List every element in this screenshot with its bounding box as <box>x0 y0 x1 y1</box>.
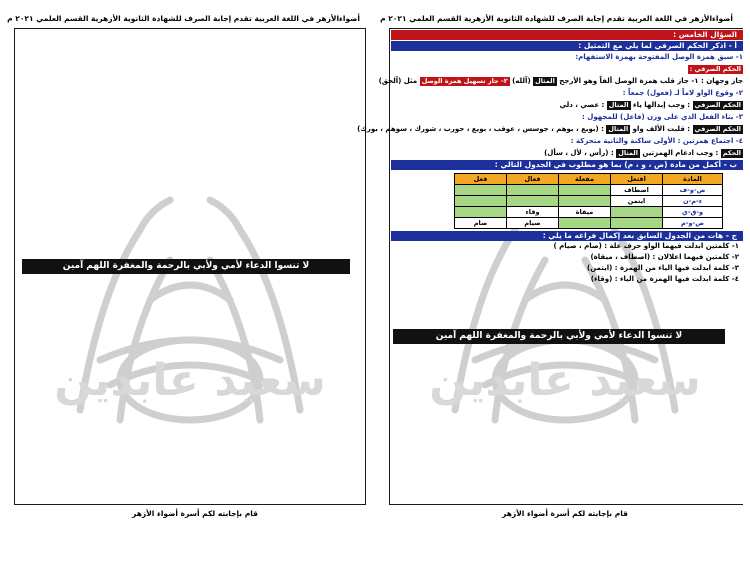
example-label: المثال <box>608 125 629 133</box>
table-cell: ميقاة <box>559 207 611 218</box>
table-cell: ايتمن <box>611 196 663 207</box>
rule-label: الحكم <box>722 149 741 157</box>
table-cell: وقاء <box>507 207 559 218</box>
table-row <box>455 196 723 207</box>
table-cell: صام <box>455 218 507 229</box>
table-cell: صيام <box>507 218 559 229</box>
root-cell: و-ق-ي <box>663 207 723 218</box>
item-3-heading: ٣- بناء الفعل الذي على وزن (فاعل) للمجهول : <box>582 113 743 121</box>
answer-line: ٤- كلمة ابدلت فيها الهمزة من الياء : (وقاء) <box>590 275 739 283</box>
table-cell <box>559 196 611 207</box>
page-footer: قام بإجابته لكم أسرة أضواء الأزهر <box>132 509 258 518</box>
part-c-heading: ج - هات من الجدول السابق بعد إكمال فراغه ما يلي : <box>391 231 743 241</box>
example-label: المثال <box>535 77 555 85</box>
table-cell <box>455 185 507 196</box>
answer-line: ١- كلمتين ابدلت فيهما الواو حرف علة : (صام ، صيام ) <box>553 242 739 250</box>
answer-line: ٣- كلمة ابدلت فيها الياء من الهمزة : (ايتمن) <box>587 264 739 272</box>
rule-text: : قلبت الألف واو <box>632 125 691 133</box>
left-border <box>389 28 390 504</box>
table-row <box>455 218 723 229</box>
prayer-banner: لا تنسوا الدعاء لأمي ولأبي بالرحمة والمغفرة اللهم آمين <box>393 329 725 344</box>
example-text: : عصي ، دلي <box>559 101 605 109</box>
item-1-heading: ١- سبق همزة الوصل المفتوحة بهمزة الاستفهام: <box>575 53 743 61</box>
root-cell: ص-و-م <box>663 218 723 229</box>
rule-text: : وجب ادغام الهمزتين <box>642 149 719 157</box>
table-row <box>455 185 723 196</box>
table-cell <box>611 218 663 229</box>
item-2-detail-line <box>391 99 743 111</box>
table-header-row <box>455 174 723 185</box>
root-cell: ء-م-ن <box>663 196 723 207</box>
svg-text:سعيد عابدين: سعيد عابدين <box>429 355 701 406</box>
example-label: المثال <box>608 101 629 109</box>
column-header: فعال <box>507 174 559 185</box>
morphology-table <box>454 173 723 229</box>
example-label: المثال <box>618 149 638 157</box>
page-footer: قام بإجابته لكم أسرة أضواء الأزهر <box>502 509 628 518</box>
example-text: : (رأس ، لأل ، سأل) <box>544 149 614 157</box>
prayer-banner: لا تنسوا الدعاء لأمي ولأبي بالرحمة والمغفرة اللهم آمين <box>22 259 350 274</box>
table-cell <box>611 207 663 218</box>
svg-text:سعيد عابدين: سعيد عابدين <box>54 355 326 406</box>
column-header: فعل <box>455 174 507 185</box>
example-text: (آلله) <box>512 77 531 85</box>
watermark-calligraphy-icon <box>54 170 326 450</box>
header-rule <box>14 28 366 29</box>
item-4-heading: ٤- اجتماع همزتين : الأولى ساكنة والثانية متحركة : <box>570 137 743 145</box>
part-a-heading: أ - اذكر الحكم الصرفي لما يلي مع التمثيل : <box>391 41 743 51</box>
rule-label: الحكم الصرفي <box>694 101 741 109</box>
table-cell <box>507 185 559 196</box>
table-cell: اصطاف <box>611 185 663 196</box>
footer-rule <box>14 504 366 505</box>
example-text: : (بويع ، بوهم ، جوسس ، عوقب ، بويع ، حورب ، شورك ، سوهم ، بورك) <box>357 125 604 133</box>
right-border <box>365 28 366 504</box>
table-cell <box>455 196 507 207</box>
table-row <box>455 207 723 218</box>
rule-text: جاز وجهان : ١- جاز قلب همزة الوصل ألفاً وهو الأرجح <box>559 77 743 85</box>
page-header: أضواءالأزهر في اللغة العربية تقدم إجابة الصرف للشهادة الثانوية الأزهرية القسم العلمي ٢٠٢١ م <box>7 14 360 23</box>
question-title: السؤال الخامس : <box>391 30 743 40</box>
rule-label: الحكم الصرفي <box>694 125 741 133</box>
table-cell <box>455 207 507 218</box>
item-3-detail-line <box>357 123 743 135</box>
header-rule <box>389 28 743 29</box>
table-cell <box>507 196 559 207</box>
rule-text: : وجب إبدالها ياء <box>633 101 691 109</box>
example-text-2: مثل (آلحق) <box>378 77 418 85</box>
item-4-detail-line <box>391 147 743 159</box>
table-cell <box>559 218 611 229</box>
item-1-rule-line <box>391 63 743 75</box>
left-border <box>14 28 15 504</box>
footer-rule <box>389 504 743 505</box>
rule-text-2: ٢- جاز تسهيل همزة الوصل <box>421 77 508 85</box>
table-cell <box>559 185 611 196</box>
item-2-heading: ٢- وقوع الواو لاماً لـ (فعول) جمعاً : <box>622 89 743 97</box>
part-b-heading: ب - أكمل من مادة (ص ، و ، م) بما هو مطلوب في الجدول التالي : <box>391 160 743 170</box>
answer-content <box>357 30 743 285</box>
column-header: افتعل <box>611 174 663 185</box>
rule-label: الحكم الصرفي : <box>689 65 741 73</box>
answer-line: ٢- كلمتين فيهما اعلالان : (اصطاف ، ميقاة) <box>590 253 739 261</box>
root-cell: ص-و-ف <box>663 185 723 196</box>
item-1-detail-line <box>378 75 743 87</box>
column-header: مفعلة <box>559 174 611 185</box>
column-header: المادة <box>663 174 723 185</box>
page-header: أضواءالأزهر في اللغة العربية تقدم إجابة الصرف للشهادة الثانوية الأزهرية القسم العلمي ٢٠٢١ م <box>380 14 733 23</box>
